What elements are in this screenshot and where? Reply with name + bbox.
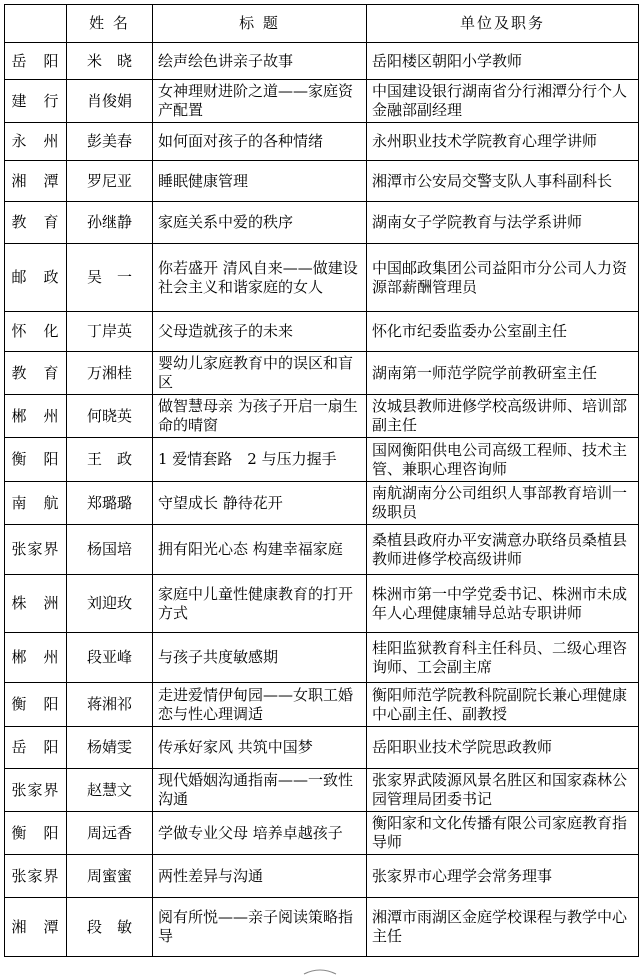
cell-region: 衡 阳 <box>5 438 67 482</box>
cell-name: 万湘桂 <box>67 352 153 395</box>
cell-name: 丁岸英 <box>67 312 153 352</box>
table-row <box>5 161 639 202</box>
cell-region: 衡 阳 <box>5 683 67 727</box>
cell-name: 段亚峰 <box>67 633 153 683</box>
cell-org: 衡阳家和文化传播有限公司家庭教育指导师 <box>367 812 639 855</box>
header-name: 姓 名 <box>67 5 153 43</box>
cell-title: 阅有所悦——亲子阅读策略指导 <box>153 898 367 957</box>
cell-name: 杨婧雯 <box>67 727 153 769</box>
cell-title: 女神理财进阶之道——家庭资产配置 <box>153 80 367 123</box>
cell-title: 走进爱情伊甸园——女职工婚恋与性心理调适 <box>153 683 367 727</box>
cell-org: 湘潭市雨湖区金庭学校课程与教学中心主任 <box>367 898 639 957</box>
table-row <box>5 575 639 633</box>
cell-region: 衡 阳 <box>5 812 67 855</box>
cell-region: 建 行 <box>5 80 67 123</box>
cell-title: 你若盛开 清风自来——做建设社会主义和谐家庭的女人 <box>153 244 367 312</box>
cell-org: 张家界市心理学会常务理事 <box>367 855 639 898</box>
cell-org: 桑植县政府办平安满意办联络员桑植县教师进修学校高级讲师 <box>367 525 639 575</box>
cell-org: 国网衡阳供电公司高级工程师、技术主管、兼职心理咨询师 <box>367 438 639 482</box>
cell-title: 拥有阳光心态 构建幸福家庭 <box>153 525 367 575</box>
cell-name: 肖俊娟 <box>67 80 153 123</box>
cell-name: 段 敏 <box>67 898 153 957</box>
cell-org: 衡阳师范学院教科院副院长兼心理健康中心副主任、副教授 <box>367 683 639 727</box>
cell-org: 湖南女子学院教育与法学系讲师 <box>367 202 639 244</box>
cell-name: 罗尼亚 <box>67 161 153 202</box>
table-row <box>5 683 639 727</box>
header-row <box>5 5 639 43</box>
table-row <box>5 312 639 352</box>
header-region <box>5 5 67 43</box>
cell-title: 两性差异与沟通 <box>153 855 367 898</box>
cell-org: 湖南第一师范学院学前教研室主任 <box>367 352 639 395</box>
cell-name: 赵慧文 <box>67 769 153 812</box>
cell-region: 岳 阳 <box>5 727 67 769</box>
cell-name: 郑璐璐 <box>67 482 153 525</box>
cell-region: 张家界 <box>5 525 67 575</box>
table-row <box>5 43 639 80</box>
cell-region: 张家界 <box>5 769 67 812</box>
cell-name: 杨国培 <box>67 525 153 575</box>
cell-region: 教 育 <box>5 202 67 244</box>
cell-title: 婴幼儿家庭教育中的误区和盲区 <box>153 352 367 395</box>
cell-title: 睡眠健康管理 <box>153 161 367 202</box>
cell-region: 湘 潭 <box>5 161 67 202</box>
cell-name: 米 晓 <box>67 43 153 80</box>
table-row <box>5 812 639 855</box>
table-row <box>5 352 639 395</box>
table-body <box>5 43 639 957</box>
cell-title: 如何面对孩子的各种情绪 <box>153 123 367 161</box>
table-row <box>5 633 639 683</box>
table-row <box>5 898 639 957</box>
cell-title: 传承好家风 共筑中国梦 <box>153 727 367 769</box>
cell-region: 永 州 <box>5 123 67 161</box>
cell-org: 怀化市纪委监委办公室副主任 <box>367 312 639 352</box>
cell-title: 守望成长 静待花开 <box>153 482 367 525</box>
table-row <box>5 202 639 244</box>
table-row <box>5 123 639 161</box>
cell-org: 汝城县教师进修学校高级讲师、培训部副主任 <box>367 395 639 438</box>
cell-org: 永州职业技术学院教育心理学讲师 <box>367 123 639 161</box>
cell-region: 邮 政 <box>5 244 67 312</box>
table-row <box>5 482 639 525</box>
cell-name: 吴 一 <box>67 244 153 312</box>
cell-org: 中国建设银行湖南省分行湘潭分行个人金融部副经理 <box>367 80 639 123</box>
cell-name: 王 政 <box>67 438 153 482</box>
cell-name: 蒋湘祁 <box>67 683 153 727</box>
cell-region: 怀 化 <box>5 312 67 352</box>
page-bottom-mark <box>300 968 340 976</box>
cell-name: 周远香 <box>67 812 153 855</box>
cell-org: 中国邮政集团公司益阳市分公司人力资源部薪酬管理员 <box>367 244 639 312</box>
cell-title: 与孩子共度敏感期 <box>153 633 367 683</box>
cell-title: 做智慧母亲 为孩子开启一扇生命的晴窗 <box>153 395 367 438</box>
table-row <box>5 438 639 482</box>
table-row <box>5 395 639 438</box>
cell-title: 父母造就孩子的未来 <box>153 312 367 352</box>
cell-region: 郴 州 <box>5 633 67 683</box>
cell-title: 家庭中儿童性健康教育的打开方式 <box>153 575 367 633</box>
cell-region: 教 育 <box>5 352 67 395</box>
cell-name: 刘迎玫 <box>67 575 153 633</box>
cell-org: 桂阳监狱教育科主任科员、二级心理咨询师、工会副主席 <box>367 633 639 683</box>
header-org: 单位及职务 <box>367 5 639 43</box>
speaker-table <box>4 4 639 957</box>
cell-org: 湘潭市公安局交警支队人事科副科长 <box>367 161 639 202</box>
cell-org: 张家界武陵源风景名胜区和国家森林公园管理局团委书记 <box>367 769 639 812</box>
cell-region: 岳 阳 <box>5 43 67 80</box>
cell-title: 家庭关系中爱的秩序 <box>153 202 367 244</box>
table-row <box>5 855 639 898</box>
table-row <box>5 769 639 812</box>
header-title: 标 题 <box>153 5 367 43</box>
table-row <box>5 80 639 123</box>
cell-org: 岳阳楼区朝阳小学教师 <box>367 43 639 80</box>
cell-title: 现代婚姻沟通指南——一致性沟通 <box>153 769 367 812</box>
cell-org: 株洲市第一中学党委书记、株洲市未成年人心理健康辅导总站专职讲师 <box>367 575 639 633</box>
cell-title: 绘声绘色讲亲子故事 <box>153 43 367 80</box>
cell-name: 何晓英 <box>67 395 153 438</box>
cell-title: 学做专业父母 培养卓越孩子 <box>153 812 367 855</box>
table-row <box>5 525 639 575</box>
cell-name: 孙继静 <box>67 202 153 244</box>
cell-org: 岳阳职业技术学院思政教师 <box>367 727 639 769</box>
table-row <box>5 244 639 312</box>
cell-region: 株 洲 <box>5 575 67 633</box>
cell-region: 湘 潭 <box>5 898 67 957</box>
table-row <box>5 727 639 769</box>
cell-region: 张家界 <box>5 855 67 898</box>
cell-region: 郴 州 <box>5 395 67 438</box>
cell-region: 南 航 <box>5 482 67 525</box>
cell-title: 1 爱情套路 2 与压力握手 <box>153 438 367 482</box>
cell-org: 南航湖南分公司组织人事部教育培训一级职员 <box>367 482 639 525</box>
cell-name: 周蜜蜜 <box>67 855 153 898</box>
cell-name: 彭美春 <box>67 123 153 161</box>
